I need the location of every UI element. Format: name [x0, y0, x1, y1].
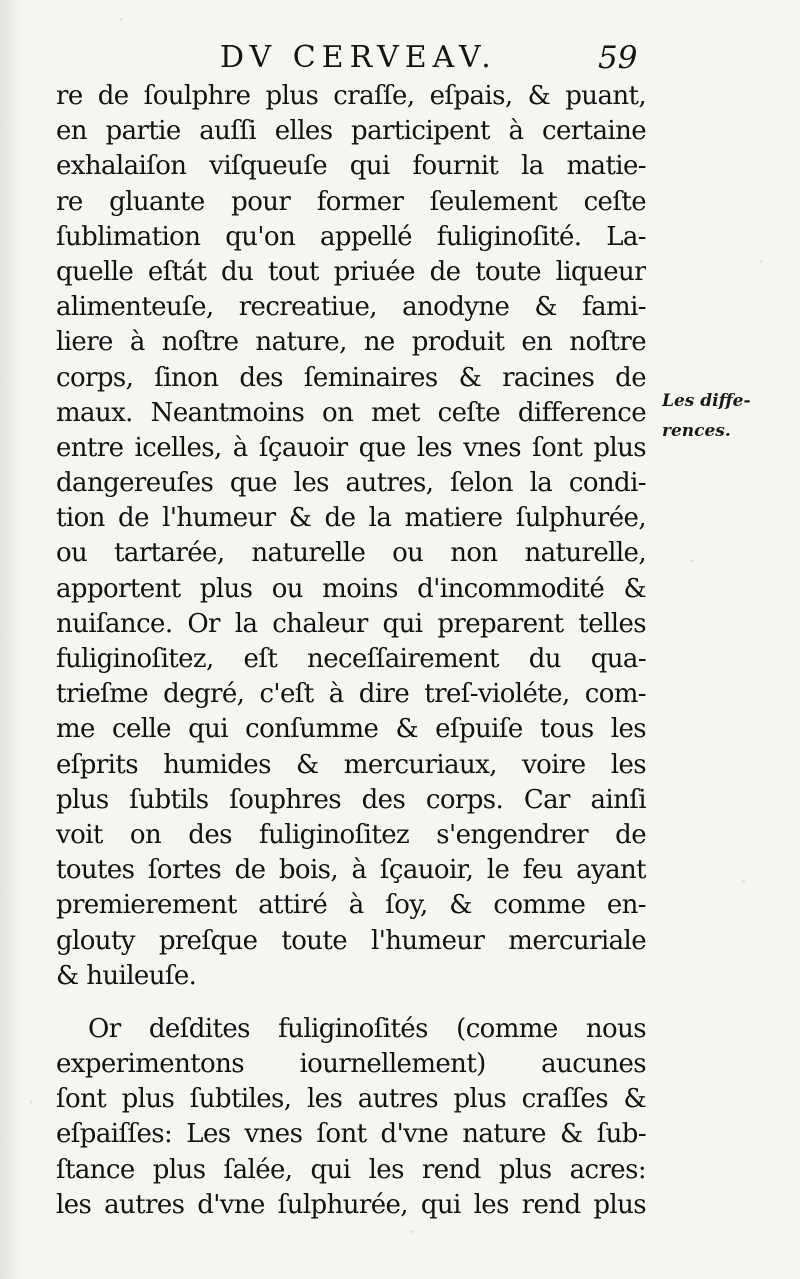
margin-note-line: Les diffe-: [662, 391, 751, 411]
paragraph-gap: [56, 994, 646, 1012]
text-line: eſprits humides & mercuriaux, voire les: [56, 749, 646, 780]
text-line: eſpaiſſes: Les vnes ſont d'vne nature & ſub-: [56, 1119, 646, 1150]
text-line: tion de l'humeur & de la matiere ſulphurée,: [56, 503, 646, 534]
text-line: experimentons iournellement) aucunes: [56, 1049, 646, 1080]
page-footer-space: [0, 1219, 800, 1279]
text-line: re de ſoulphre plus craſſe, eſpais, & puant,: [56, 81, 646, 111]
paper-speck: [690, 560, 694, 562]
text-line: ſublimation qu'on appellé fuliginoſité. La-: [56, 221, 646, 252]
text-line: trieſme degré, c'eſt à dire treſ-violéte, com-: [56, 679, 646, 710]
text-line: voit on des fuliginoſitez s'engendrer de: [56, 819, 646, 850]
text-line: liere à noſtre nature, ne produit en noſtre: [56, 327, 646, 358]
text-line: ſont plus ſubtiles, les autres plus craſſes &: [56, 1084, 646, 1115]
text-line: quelle eſtát du tout priuée de toute liqueur: [56, 256, 646, 287]
text-line: alimenteuſe, recreatiue, anodyne & fami-: [56, 292, 646, 323]
text-line: glouty preſque toute l'humeur mercuriale: [56, 925, 646, 956]
text-line: fuliginoſitez, eſt neceſſairement du qua-: [56, 644, 646, 674]
text-line: exhalaiſon viſqueuſe qui fournit la matie-: [56, 151, 646, 182]
text-line: toutes ſortes de bois, à ſçauoir, le feu ayant: [56, 855, 646, 886]
text-line: maux. Neantmoins on met ceſte difference: [56, 397, 646, 428]
text-line: re gluante pour former ſeulement ceſte: [56, 186, 646, 217]
text-line: & huileuſe.: [56, 960, 197, 991]
body-text: [56, 79, 646, 1223]
text-line: me celle qui conſumme & eſpuiſe tous les: [56, 714, 646, 745]
text-line: nuiſance. Or la chaleur qui preparent telles: [56, 608, 646, 639]
text-line: plus ſubtils ſouphres des corps. Car ainſi: [56, 784, 646, 815]
paper-speck: [120, 18, 123, 21]
text-line: dangereuſes que les autres, ſelon la condi-: [56, 468, 646, 499]
text-line: Or deſdites fuliginoſités (comme nous: [88, 1013, 646, 1044]
text-line: ou tartarée, naturelle ou non naturelle,: [56, 538, 646, 569]
text-line: ſtance plus ſalée, qui les rend plus acres:: [56, 1154, 646, 1185]
running-head: DV CERVEAV.: [220, 40, 497, 75]
text-line: en partie auſſi elles participent à certaine: [56, 116, 646, 147]
text-line: entre icelles, à ſçauoir que les vnes ſont plus: [56, 432, 646, 463]
text-line: corps, ſinon des ſeminaires & racines de: [56, 362, 646, 393]
page-gutter-shadow: [0, 0, 22, 1279]
paper-speck: [742, 880, 745, 883]
paper-speck: [30, 1100, 32, 1104]
text-line: apportent plus ou moins d'incommodité &: [56, 573, 646, 604]
text-line: premierement attiré à ſoy, & comme en-: [56, 890, 646, 921]
page-header: [0, 40, 800, 80]
paper-speck: [760, 260, 762, 263]
margin-note: [662, 386, 782, 446]
margin-note-line: rences.: [662, 421, 731, 441]
page-number: 59: [598, 40, 638, 76]
text-line: les autres d'vne ſulphurée, qui les rend plus: [56, 1189, 646, 1220]
